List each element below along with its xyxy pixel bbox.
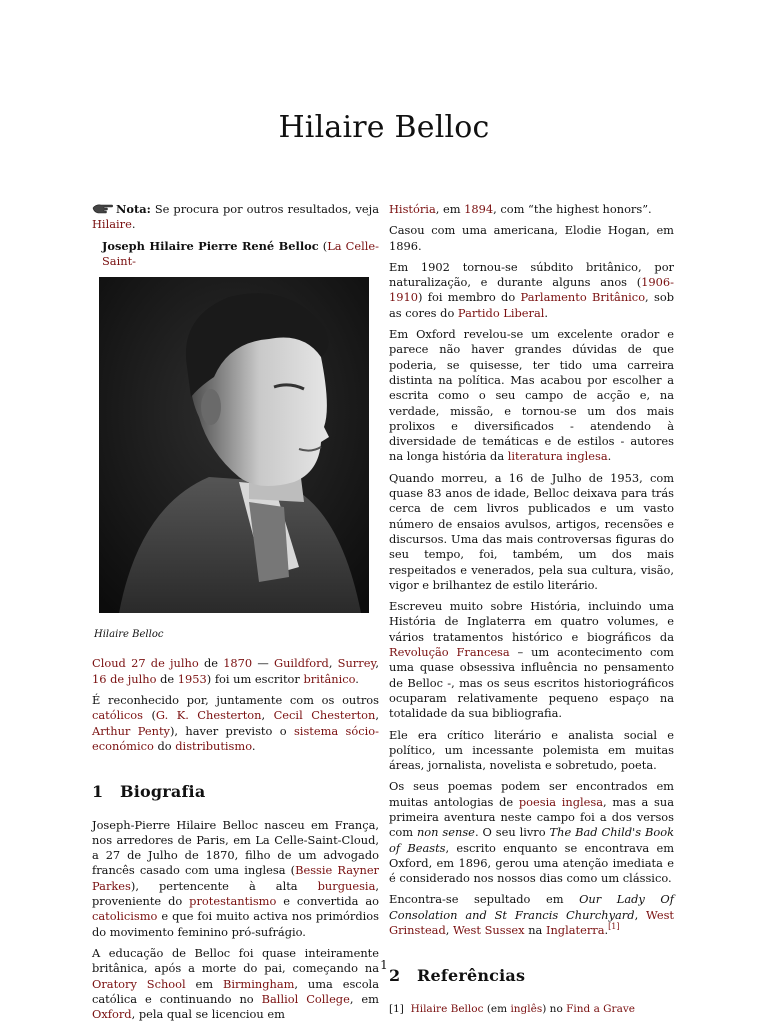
p2-do: do xyxy=(153,738,176,753)
link-revolucao-francesa[interactable]: Revolução Francesa xyxy=(389,645,510,660)
link-cloud[interactable]: Cloud xyxy=(92,656,126,671)
bio2-b: em xyxy=(185,976,223,991)
link-1894[interactable]: 1894 xyxy=(464,202,494,216)
link-death-year[interactable]: 1953 xyxy=(177,671,207,686)
r9-comma: , xyxy=(634,907,647,922)
link-historia[interactable]: História xyxy=(389,202,436,216)
intro-comma: , xyxy=(328,656,338,671)
link-catolicismo[interactable]: catolicismo xyxy=(92,909,158,924)
p2-open: ( xyxy=(142,708,156,723)
churchyard-name: Our Lady Of Consolation and St Francis Churchyard xyxy=(389,892,674,922)
r1-a: , em xyxy=(435,202,465,216)
reference-number: [1] xyxy=(389,1002,404,1015)
link-la-celle[interactable]: La Celle-Saint- xyxy=(102,238,379,268)
intro-paragraph xyxy=(92,656,379,687)
r6-b: – um acontecimento com uma quase obsessiva influência no pensamento de Belloc -, mas os seus escritos historiográficos ocuparam relativamente pequeno espaço na totalidade da sua bibliografia. xyxy=(389,645,674,721)
portrait-photo xyxy=(99,277,369,613)
note-text: Se procura por outros resultados, veja xyxy=(150,202,379,216)
bio1-d: e convertida ao xyxy=(276,894,380,909)
section-number: 1 xyxy=(92,782,104,802)
section-number-2: 2 xyxy=(389,966,401,986)
r8-a: Os seus poemas podem ser encontrados em muitas antologias de xyxy=(389,779,674,809)
link-ref-hilaire-belloc[interactable]: Hilaire Belloc xyxy=(410,1002,484,1015)
r-paragraph-6 xyxy=(389,599,674,721)
lead-name: Joseph Hilaire Pierre René Belloc xyxy=(102,238,319,253)
link-west-grinstead[interactable]: West Grinstead xyxy=(389,907,674,938)
r3-d: . xyxy=(544,305,549,320)
link-britanico[interactable]: britânico xyxy=(303,671,356,686)
link-find-a-grave[interactable]: Find a Grave xyxy=(566,1002,635,1015)
r9-comma2: , xyxy=(445,923,454,938)
left-column xyxy=(92,202,379,1028)
r3-b: ) foi membro do xyxy=(418,290,521,305)
link-poesia-inglesa[interactable]: poesia inglesa xyxy=(518,794,604,809)
bio1-a: Joseph-Pierre Hilaire Belloc nasceu em França, nos arredores de Paris, em La Celle-Saint-Cloud, a 27 de Julho de 1870, filho de um advogado francês casado com uma inglesa ( xyxy=(92,817,379,878)
page-title: Hilaire Belloc xyxy=(278,110,490,145)
intro-dash: — xyxy=(252,656,274,671)
link-balliol[interactable]: Balliol College xyxy=(261,991,350,1006)
link-birth-date[interactable]: 27 de julho xyxy=(131,656,199,671)
lead-line xyxy=(102,239,379,270)
r-paragraph-5: Quando morreu, a 16 de Julho de 1953, com quase 83 anos de idade, Belloc deixava para trás cerca de cem livros publicados e um vasto número de ensaios avulsos, artigos, recensões e discursos. Uma das mais controversas figuras do seu tempo, foi, também, um dos mais respeitados e venerados, pela sua cultura, visão, vigor e brilhantez de estilo literário. xyxy=(389,470,674,592)
link-cecil-chesterton[interactable]: Cecil Chesterton xyxy=(273,708,376,723)
section-heading-biografia xyxy=(92,782,379,802)
link-guildford[interactable]: Guildford xyxy=(274,656,329,671)
link-inglaterra[interactable]: Inglaterra xyxy=(545,923,605,938)
link-bessie[interactable]: Bessie Rayner Parkes xyxy=(92,863,380,893)
link-parlamento[interactable]: Parlamento Britânico xyxy=(520,290,646,305)
link-distributismo[interactable]: distributismo xyxy=(175,738,252,753)
link-death-date[interactable]: 16 de julho xyxy=(92,671,157,686)
right-column xyxy=(389,202,674,1023)
bio2-c: , uma escola católica e continuando no xyxy=(92,976,379,1006)
r-paragraph-1 xyxy=(389,202,674,217)
intro-de-2: de xyxy=(156,671,178,686)
intro-de: de xyxy=(198,656,224,671)
r8-c: . O seu livro xyxy=(474,825,550,840)
book-title: The Bad Child's Book of Beasts xyxy=(389,825,674,855)
bio2-e: , pela qual se licenciou em xyxy=(131,1007,285,1022)
link-birmingham[interactable]: Birmingham xyxy=(222,976,295,991)
link-oxford[interactable]: Oxford xyxy=(92,1007,132,1022)
link-burguesia[interactable]: burguesia xyxy=(317,878,376,893)
link-catolicos[interactable]: católicos xyxy=(92,708,143,723)
r-paragraph-7: Ele era crítico literário e analista social e político, um incessante polemista em muitas áreas, jornalista, novelista e sobretudo, poeta. xyxy=(389,727,674,773)
link-oratory[interactable]: Oratory School xyxy=(92,976,186,991)
r4-b: . xyxy=(607,449,612,464)
bio2-a: A educação de Belloc foi quase inteiramente britânica, após a morte do pai, começando na xyxy=(92,945,379,976)
link-1906-1910[interactable]: 1906-1910 xyxy=(389,275,674,305)
intro-comma-2: , xyxy=(375,656,379,671)
note-label: Nota: xyxy=(116,202,151,216)
bio1-e: e que foi muito activa nos primórdios do movimento feminino pró-sufrágio. xyxy=(92,909,379,939)
r1-b: , com “the highest honors”. xyxy=(493,202,652,216)
ref-a: (em xyxy=(483,1002,511,1015)
ref-b: ) no xyxy=(542,1002,567,1015)
link-west-sussex[interactable]: West Sussex xyxy=(453,923,525,938)
note-link-hilaire[interactable]: Hilaire xyxy=(92,217,132,232)
p2-b: ), haver previsto o xyxy=(169,723,294,738)
non-sense-text: non sense xyxy=(416,825,475,840)
reference-item xyxy=(389,1002,674,1017)
r9-a: Encontra-se sepultado em xyxy=(389,892,580,907)
link-protestantismo[interactable]: protestantismo xyxy=(189,894,277,909)
r-paragraph-4 xyxy=(389,327,674,465)
r9-na: na xyxy=(524,923,546,938)
link-arthur-penty[interactable]: Arthur Penty xyxy=(92,723,170,738)
link-sistema[interactable]: sistema sócio-económico xyxy=(92,723,379,753)
distributism-paragraph: É reconhecido por, juntamente com os outros católicos (G. K. Chesterton, Cecil Chesterton, Arthur Penty), haver previsto o sistema sócio-económico do distributismo. xyxy=(92,693,379,753)
link-partido-liberal[interactable]: Partido Liberal xyxy=(457,305,545,320)
r-paragraph-2: Casou com uma americana, Elodie Hogan, em 1896. xyxy=(389,223,674,253)
lead-paren: ( xyxy=(318,238,328,253)
r8-d: , escrito enquanto se encontrava em Oxford, em 1896, gerou uma atenção imediata e é considerado nos nossos dias como um clássico. xyxy=(389,840,674,886)
citation-link-1[interactable]: [1] xyxy=(608,922,620,932)
intro-dot: . xyxy=(355,671,359,686)
bio2-d: , em xyxy=(349,991,379,1006)
r9-dot: . xyxy=(604,923,609,938)
intro-end: ) foi um escritor xyxy=(206,671,304,686)
link-surrey[interactable]: Surrey xyxy=(337,656,376,671)
link-gk-chesterton[interactable]: G. K. Chesterton xyxy=(155,708,262,723)
note-end: . xyxy=(131,217,136,232)
link-birth-year[interactable]: 1870 xyxy=(223,656,253,671)
r3-c: , sob as cores do xyxy=(389,290,674,320)
r-paragraph-3 xyxy=(389,260,674,321)
r-paragraph-8 xyxy=(389,779,674,886)
r6-a: Escreveu muito sobre História, incluindo uma História de Inglaterra em quatro volumes, e vários tratamentos histórico e biográficos da xyxy=(389,599,674,644)
bio1-c: , proveniente do xyxy=(92,878,379,909)
pointing-hand-icon xyxy=(92,202,114,214)
section-title-2: Referências xyxy=(417,966,526,986)
r4-a: Em Oxford revelou-se um excelente orador e parece não haver grandes dúvidas de que poderia, se quisesse, ter tido uma carreira distinta na política. Mas acabou por escolher a escrita como o seu campo de acção e, na verdade, missão, e tornou-se um dos mais prolixos e diversificados - atendendo à diversidade de temáticas e de estilos - autores na longa história da xyxy=(389,327,674,464)
link-literatura-inglesa[interactable]: literatura inglesa xyxy=(507,449,608,464)
photo-caption: Hilaire Belloc xyxy=(94,629,164,641)
r8-b: , mas a sua primeira aventura neste campo foi a dos versos com xyxy=(389,794,674,840)
bio1-b: ), pertencente à alta xyxy=(130,878,318,893)
r-paragraph-9 xyxy=(389,892,674,938)
bio-paragraph-1 xyxy=(92,818,379,940)
link-ref-ingles[interactable]: inglês xyxy=(510,1002,543,1015)
page-number: 1 xyxy=(380,958,388,972)
section-title: Biografia xyxy=(120,782,206,802)
disambiguation-note xyxy=(92,202,379,233)
p2-a: É reconhecido por, juntamente com os outros xyxy=(92,693,379,708)
r3-a: Em 1902 tornou-se súbdito britânico, por naturalização, e durante alguns anos ( xyxy=(389,259,674,290)
